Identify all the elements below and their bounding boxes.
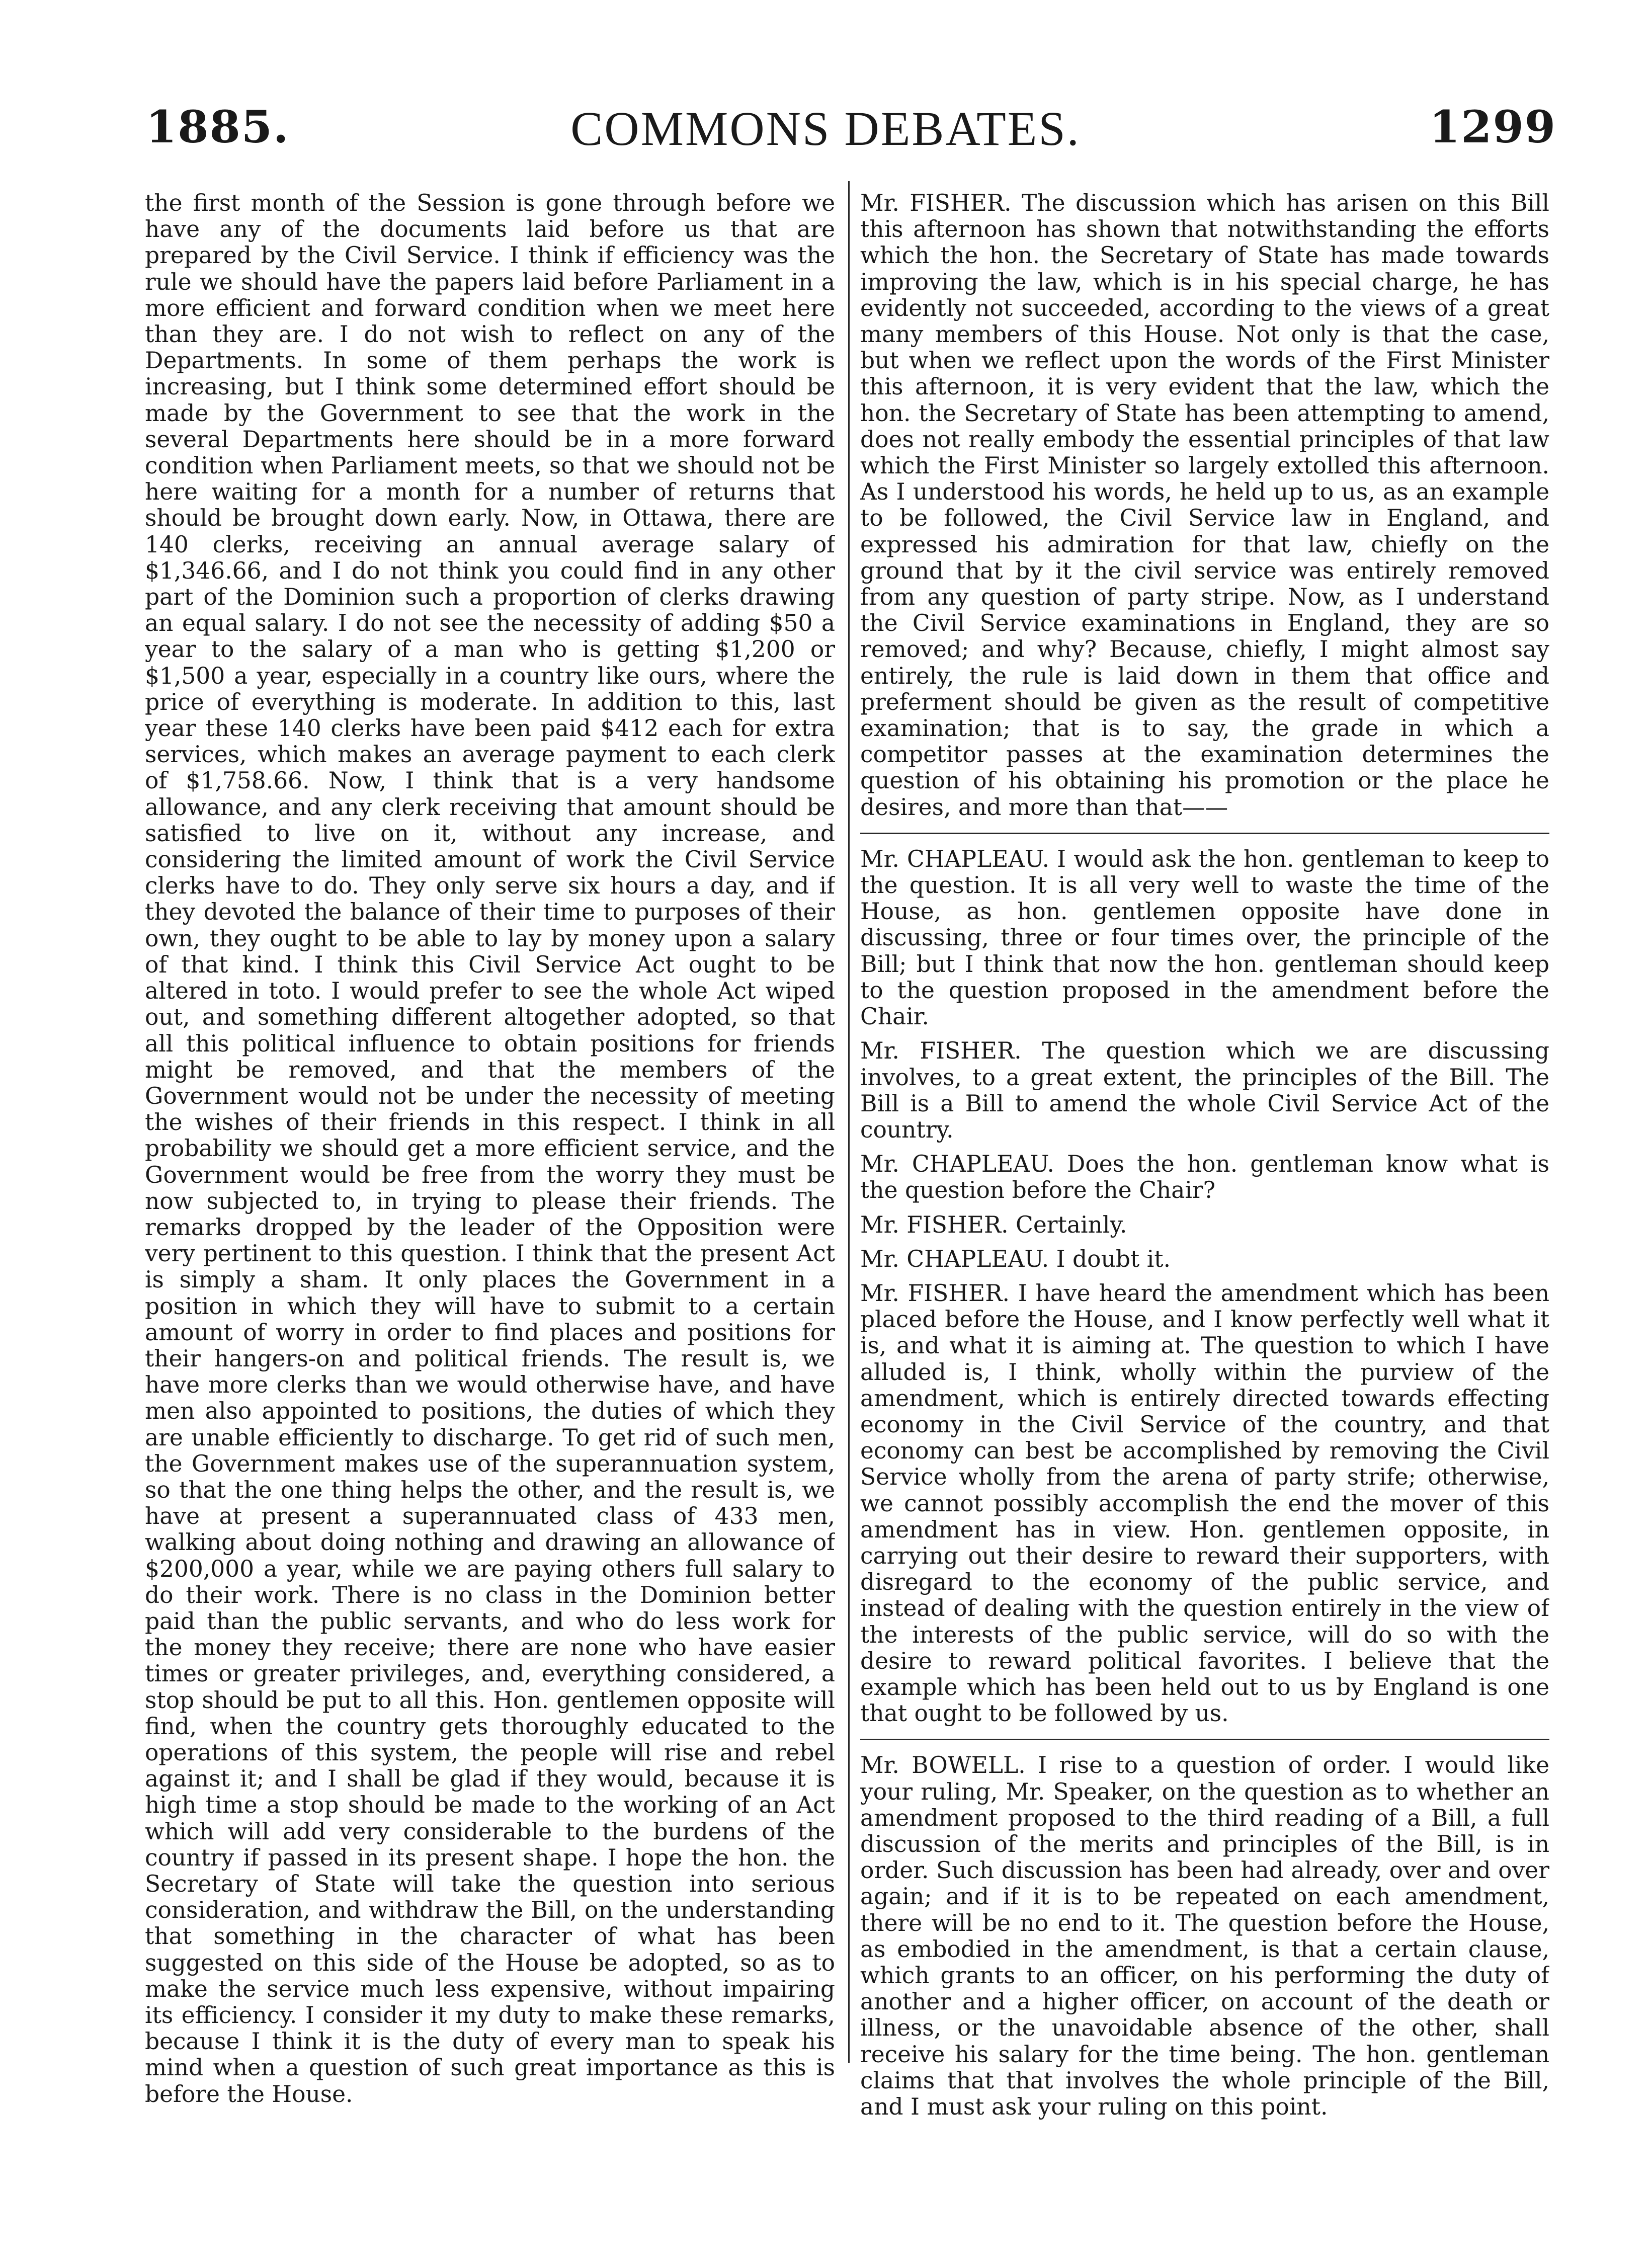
speech-fisher-2: Mr. FISHER. The question which we are discussing involves, to a great extent, the principles of the Bill. The Bill is a Bill to amend the whole Civil Service Act of the country. — [860, 1037, 1549, 1143]
speech-chapleau-2: Mr. CHAPLEAU. Does the hon. gentleman know what is the question before the Chair? — [860, 1151, 1549, 1204]
speech-fisher-3: Mr. FISHER. Certainly. — [860, 1211, 1127, 1238]
speech-bowell-1: Mr. BOWELL. I rise to a question of order. I would like your ruling, Mr. Speaker, on the question as to whether an amendment proposed to the third reading of a Bill, a full discussion of the merits and principles of the Bill, is in order. Such discussion has been had already, over and over again; and if it is to be repeated on each amendment, there will be no end to it. The question before the House, as embodied in the amendment, is that a certain clause, which grants to an officer, on his performing the duty of another and a higher officer, on account of the death or illness, or the unavoidable absence of the other, shall receive his salary for the time being. The hon. gentleman claims that that involves the whole principle of the Bill, and I must ask your ruling on this point. — [860, 1752, 1549, 2121]
left-column-text: the first month of the Session is gone through before we have any of the documents laid before us that are prepared by the Civil Service. I think if efficiency was the rule we should have the papers laid before Parliament in a more efficient and forward condition when we meet here than they are. I do not wish to reflect on any of the Departments. In some of them perhaps the work is increasing, but I think some determined effort should be made by the Government to see that the work in the several Departments here should be in a more forward condition when Parliament meets, so that we should not be here waiting for a month for a number of returns that should be brought down early. Now, in Ottawa, there are 140 clerks, receiving an annual average salary of $1,346.66, and I do not think you could find in any other part of the Dominion such a proportion of clerks drawing an equal salary. I do not see the necessity of adding $50 a year to the salary of a man who is getting $1,200 or $1,500 a year, especially in a country like ours, where the price of everything is moderate. In addition to this, last year these 140 clerks have been paid $412 each for extra services, which makes an average payment to each clerk of $1,758.66. Now, I think that is a very handsome allowance, and any clerk receiving that amount should be satisfied to live on it, without any increase, and considering the limited amount of work the Civil Service clerks have to do. They only serve six hours a day, and if they devoted the balance of their time to purposes of their own, they ought to be able to lay by money upon a salary of that kind. I think this Civil Service Act ought to be altered in toto. I would prefer to see the whole Act wiped out, and something different altogether adopted, so that all this political influence to obtain positions for friends might be removed, and that the members of the Government would not be under the necessity of meeting the wishes of their friends in this respect. I think in all probability we should get a more efficient service, and the Government would be free from the worry they must be now subjected to, in trying to please their friends. The remarks dropped by the leader of the Opposition were very pertinent to this question. I think that the present Act is simply a sham. It only places the Government in a position in which they will have to submit to a certain amount of worry in order to find places and positions for their hangers-on and political friends. The result is, we have more clerks than we would otherwise have, and have men also appointed to positions, the duties of which they are unable efficiently to discharge. To get rid of such men, the Government makes use of the superannuation system, so that the one thing helps the other, and the result is, we have at present a superannuated class of 433 men, walking about doing nothing and drawing an allowance of $200,000 a year, while we are paying others full salary to do their work. There is no class in the Dominion better paid than the public servants, and who do less work for the money they receive; there are none who have easier times or greater privileges, and, everything considered, a stop should be put to all this. Hon. gentlemen opposite will find, when the country gets thoroughly educated to the operations of this system, the people will rise and rebel against it; and I shall be glad if they would, because it is high time a stop should be made to the working of an Act which will add very considerable to the burdens of the country if passed in its present shape. I hope the hon. the Secretary of State will take the question into serious consideration, and withdraw the Bill, on the understanding that something in the character of what has been suggested on this side of the House be adopted, so as to make the service much less expensive, without impairing its efficiency. I consider it my duty to make these remarks, because I think it is the duty of every man to speak his mind when a question of such great importance as this is before the House. — [145, 190, 835, 2108]
page-header — [0, 0, 1651, 166]
column-divider — [848, 181, 850, 2063]
speech-chapleau-3: Mr. CHAPLEAU. I doubt it. — [860, 1245, 1171, 1272]
section-rule-2 — [860, 1739, 1549, 1740]
header-year: 1885. — [146, 101, 290, 153]
right-column — [860, 190, 1549, 2152]
section-rule-1 — [860, 833, 1549, 834]
speech-fisher-1: Mr. FISHER. The discussion which has arisen on this Bill this afternoon has shown that notwithstanding the efforts which the hon. the Secretary of State has made towards improving the law, which is in his special charge, he has evidently not succeeded, according to the views of a great many members of this House. Not only is that the case, but when we reflect upon the words of the First Minister this afternoon, it is very evident that the law, which the hon. the Secretary of State has been attempting to amend, does not really embody the essential principles of that law which the First Minister so largely extolled this afternoon. As I understood his words, he held up to us, as an example to be followed, the Civil Service law in England, and expressed his admiration for that law, chiefly on the ground that by it the civil service was entirely removed from any question of party stripe. Now, as I understand the Civil Service examinations in England, they are so removed; and why? Because, chiefly, I might almost say entirely, the rule is laid down in them that office and preferment should be given as the result of competitive examination; that is to say, the grade in which a competitor passes at the examination determines the question of his obtaining his promotion or the place he desires, and more than that—— — [860, 190, 1549, 821]
speech-fisher-4: Mr. FISHER. I have heard the amendment which has been placed before the House, and I know perfectly well what it is, and what it is aiming at. The question to which I have alluded is, I think, wholly within the purview of the amendment, which is entirely directed towards effecting economy in the Civil Service of the country, and that economy can best be accomplished by removing the Civil Service wholly from the arena of party strife; otherwise, we cannot possibly accomplish the end the mover of this amendment has in view. Hon. gentlemen opposite, in carrying out their desire to reward their supporters, with disregard to the economy of the public service, and instead of dealing with the question entirely in the view of the interests of the public service, will do so with the desire to reward political favorites. I believe that the example which has been held out to us by England is one that ought to be followed by us. — [860, 1279, 1549, 1727]
header-page-number: 1299 — [1429, 101, 1556, 153]
speech-chapleau-1: Mr. CHAPLEAU. I would ask the hon. gentleman to keep to the question. It is all very well to waste the time of the House, as hon. gentlemen opposite have done in discussing, three or four times over, the principle of the Bill; but I think that now the hon. gentleman should keep to the question proposed in the amendment before the Chair. — [860, 845, 1549, 1030]
left-column — [145, 190, 835, 2152]
header-title: COMMONS DEBATES. — [570, 102, 1081, 155]
